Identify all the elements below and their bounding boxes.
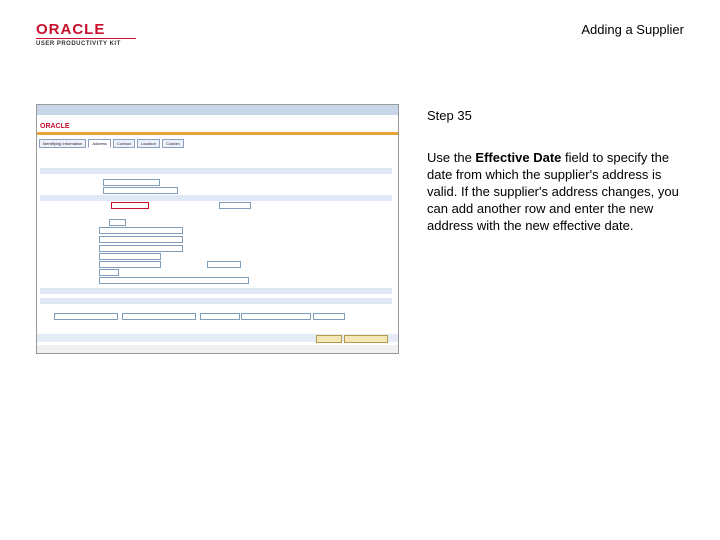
screenshot-field [99, 236, 183, 243]
screenshot-field [241, 313, 311, 320]
screenshot-field [54, 313, 118, 320]
upk-wordmark: USER PRODUCTIVITY KIT [36, 41, 121, 47]
screenshot-field [219, 202, 251, 209]
screenshot-tab: Location [137, 139, 160, 148]
screenshot-accent-bar [37, 132, 398, 135]
oracle-upk-logo [36, 22, 146, 50]
screenshot-field [122, 313, 196, 320]
screenshot-button [344, 335, 388, 343]
screenshot-field [99, 277, 249, 284]
screenshot-field [99, 227, 183, 234]
screenshot-tab: Contact [113, 139, 135, 148]
screenshot-field [103, 187, 178, 194]
instruction-field-name: Effective Date [475, 150, 562, 165]
screenshot-tab: Custom [162, 139, 184, 148]
screenshot-section-bar [40, 298, 392, 304]
screenshot-field [99, 245, 183, 252]
screenshot-field [207, 261, 241, 268]
slide-title: Adding a Supplier [581, 22, 684, 37]
screenshot-breadcrumb-bar [37, 105, 398, 115]
instruction-text [427, 149, 689, 234]
screenshot-field [200, 313, 240, 320]
screenshot-field [99, 269, 119, 276]
logo-rule [36, 38, 136, 39]
screenshot-tab: Identifying Information [39, 139, 86, 148]
screenshot-button [316, 335, 342, 343]
screenshot-status-bar [37, 345, 398, 353]
oracle-wordmark: ORACLE [36, 21, 106, 38]
screenshot-tab-active: Address [88, 139, 111, 148]
screenshot-field [109, 219, 126, 226]
screenshot-oracle-logo: ORACLE [40, 123, 70, 130]
screenshot-section-bar [40, 195, 392, 201]
screenshot-tabs [39, 139, 184, 148]
instruction-pre: Use the [427, 150, 476, 165]
application-screenshot [36, 104, 399, 354]
screenshot-effective-date-field [111, 202, 149, 209]
screenshot-field [313, 313, 345, 320]
screenshot-section-bar [40, 168, 392, 174]
instruction-post: field to specify the date from which the supplier's address is valid. If the supplier's address changes, you can add another row and enter the new address with the new effective date. [427, 150, 679, 233]
step-number: Step 35 [427, 108, 472, 123]
screenshot-field [103, 179, 160, 186]
screenshot-field [99, 261, 161, 268]
screenshot-field [99, 253, 161, 260]
screenshot-section-bar [40, 288, 392, 294]
